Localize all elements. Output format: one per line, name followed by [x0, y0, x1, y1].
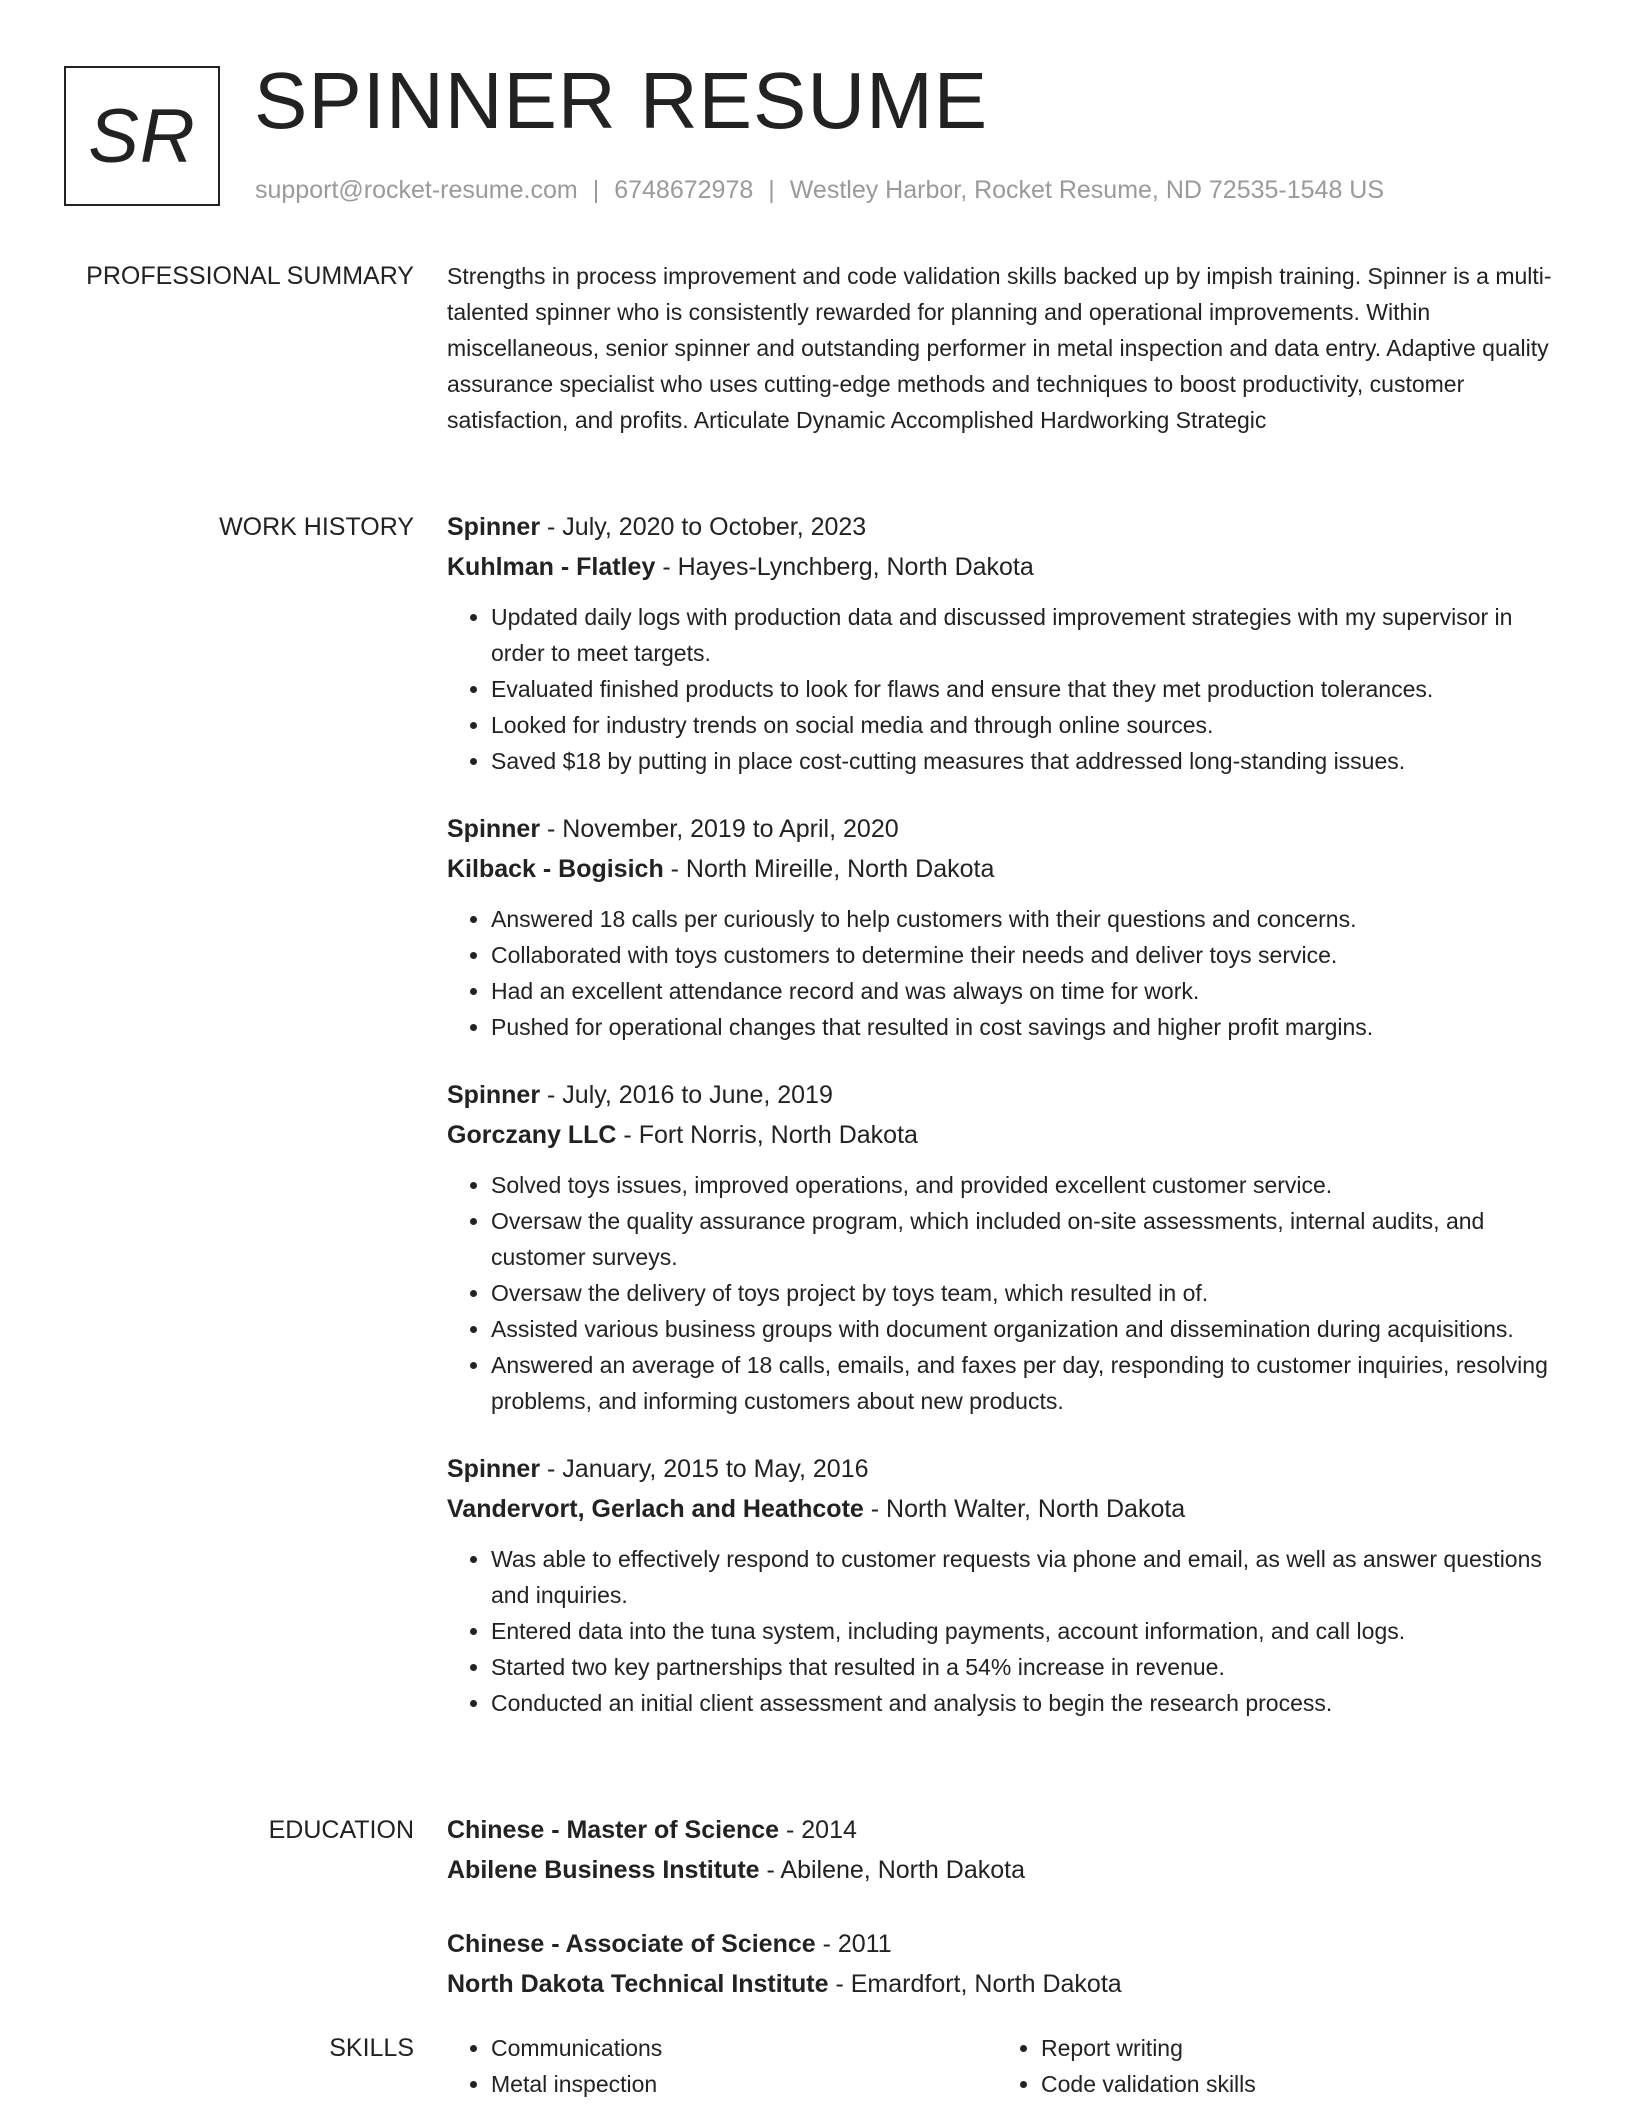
contact-phone: 6748672978 [614, 176, 754, 204]
skill-item: • Metal inspection [491, 2066, 997, 2102]
job-location: - Fort Norris, North Dakota [616, 1121, 918, 1149]
job-bullet: • Was able to effectively respond to customer requests via phone and email, as well as answer questions and inquiries. [491, 1541, 1562, 1613]
job-bullet: • Oversaw the delivery of toys project by toys team, which resulted in of. [491, 1275, 1562, 1311]
skills-grid [447, 2030, 1562, 2102]
contact-line [255, 176, 1384, 205]
education-school-line [447, 1850, 1562, 1890]
education-degree: Chinese - Master of Science [447, 1816, 780, 1844]
skill-item: • Report writing [1041, 2030, 1497, 2066]
job-company-line [447, 1115, 1562, 1155]
job-bullets [447, 1167, 1562, 1419]
job-dates: - July, 2020 to October, 2023 [540, 513, 867, 541]
education-degree-line [447, 1924, 1562, 1964]
skill-item: • Code validation skills [1041, 2066, 1497, 2102]
skill-item: • Communications [491, 2030, 997, 2066]
job-location: - North Mireille, North Dakota [663, 855, 995, 883]
job-role: Spinner [447, 513, 541, 541]
resume-name: SPINNER RESUME [254, 56, 989, 145]
job-company-line [447, 1489, 1562, 1529]
education-body [447, 1810, 1562, 2038]
contact-email: support@rocket-resume.com [255, 176, 578, 204]
skills-list-right [997, 2030, 1497, 2102]
contact-address: Westley Harbor, Rocket Resume, ND 72535-1548 US [789, 176, 1385, 204]
job-bullet: • Conducted an initial client assessment and analysis to begin the research process. [491, 1685, 1562, 1721]
contact-separator: | [768, 176, 775, 204]
job-bullet: • Pushed for operational changes that resulted in cost savings and higher profit margins. [491, 1009, 1562, 1045]
education-entry [447, 1810, 1562, 1890]
job-bullet: • Looked for industry trends on social media and through online sources. [491, 707, 1562, 743]
job-bullets [447, 599, 1562, 779]
job-company: Kilback - Bogisich [447, 855, 664, 883]
section-title-skills: SKILLS [329, 2034, 414, 2062]
section-title-work: WORK HISTORY [219, 513, 414, 541]
job-role: Spinner [447, 815, 541, 843]
job-bullet: • Evaluated finished products to look for flaws and ensure that they met production tolerances. [491, 671, 1562, 707]
job-bullet: • Saved $18 by putting in place cost-cutting measures that addressed long-standing issues. [491, 743, 1562, 779]
job-bullet: • Collaborated with toys customers to determine their needs and deliver toys service. [491, 937, 1562, 973]
job-bullet: • Solved toys issues, improved operations, and provided excellent customer service. [491, 1167, 1562, 1203]
job-dates: - July, 2016 to June, 2019 [540, 1081, 833, 1109]
job-company-line [447, 547, 1562, 587]
job-entry [447, 507, 1562, 779]
job-title-line [447, 1449, 1562, 1489]
job-entry [447, 1075, 1562, 1419]
work-history-body [447, 507, 1562, 1751]
job-company: Gorczany LLC [447, 1121, 617, 1149]
skills-body [447, 2030, 1562, 2102]
job-bullets [447, 901, 1562, 1045]
job-dates: - January, 2015 to May, 2016 [540, 1455, 869, 1483]
skills-list-left [447, 2030, 997, 2102]
job-bullet: • Started two key partnerships that resulted in a 54% increase in revenue. [491, 1649, 1562, 1685]
education-school: Abilene Business Institute [447, 1856, 760, 1884]
job-title-line [447, 507, 1562, 547]
contact-separator: | [592, 176, 600, 204]
education-year: - 2014 [779, 1816, 857, 1844]
job-entry [447, 809, 1562, 1045]
job-bullet: • Entered data into the tuna system, including payments, account information, and call logs. [491, 1613, 1562, 1649]
job-bullet: • Assisted various business groups with document organization and dissemination during acquisitions. [491, 1311, 1562, 1347]
education-degree-line [447, 1810, 1562, 1850]
job-title-line [447, 1075, 1562, 1115]
monogram-box: SR [64, 66, 220, 206]
summary-body [447, 258, 1562, 438]
job-bullet: • Answered an average of 18 calls, emails, and faxes per day, responding to customer inquiries, resolving problems, and informing customers about new products. [491, 1347, 1562, 1419]
job-bullet: • Updated daily logs with production data and discussed improvement strategies with my supervisor in order to meet targets. [491, 599, 1562, 671]
job-bullet: • Had an excellent attendance record and was always on time for work. [491, 973, 1562, 1009]
job-location: - North Walter, North Dakota [863, 1495, 1186, 1523]
job-entry [447, 1449, 1562, 1721]
job-role: Spinner [447, 1081, 541, 1109]
job-location: - Hayes-Lynchberg, North Dakota [655, 553, 1034, 581]
education-entry [447, 1924, 1562, 2004]
job-title-line [447, 809, 1562, 849]
job-dates: - November, 2019 to April, 2020 [540, 815, 899, 843]
job-bullets [447, 1541, 1562, 1721]
education-location: - Emardfort, North Dakota [828, 1970, 1122, 1998]
education-year: - 2011 [815, 1930, 892, 1958]
job-role: Spinner [447, 1455, 541, 1483]
job-company: Vandervort, Gerlach and Heathcote [447, 1495, 864, 1523]
education-degree: Chinese - Associate of Science [447, 1930, 816, 1958]
summary-text: Strengths in process improvement and code validation skills backed up by impish training. Spinner is a multi-talented spinner who is consistently rewarded for planning and operational improvements. Within miscellaneous, senior spinner and outstanding performer in metal inspection and data entry. Adaptive quality assurance specialist who uses cutting-edge methods and techniques to boost productivity, customer satisfaction, and profits. Articulate Dynamic Accomplished Hardworking Strategic [447, 263, 1552, 433]
section-title-education: EDUCATION [268, 1816, 414, 1844]
education-school: North Dakota Technical Institute [447, 1970, 829, 1998]
education-school-line [447, 1964, 1562, 2004]
section-title-summary: PROFESSIONAL SUMMARY [86, 262, 414, 290]
education-location: - Abilene, North Dakota [759, 1856, 1025, 1884]
job-bullet: • Answered 18 calls per curiously to help customers with their questions and concerns. [491, 901, 1562, 937]
job-company-line [447, 849, 1562, 889]
job-bullet: • Oversaw the quality assurance program, which included on-site assessments, internal audits, and customer surveys. [491, 1203, 1562, 1275]
job-company: Kuhlman - Flatley [447, 553, 656, 581]
